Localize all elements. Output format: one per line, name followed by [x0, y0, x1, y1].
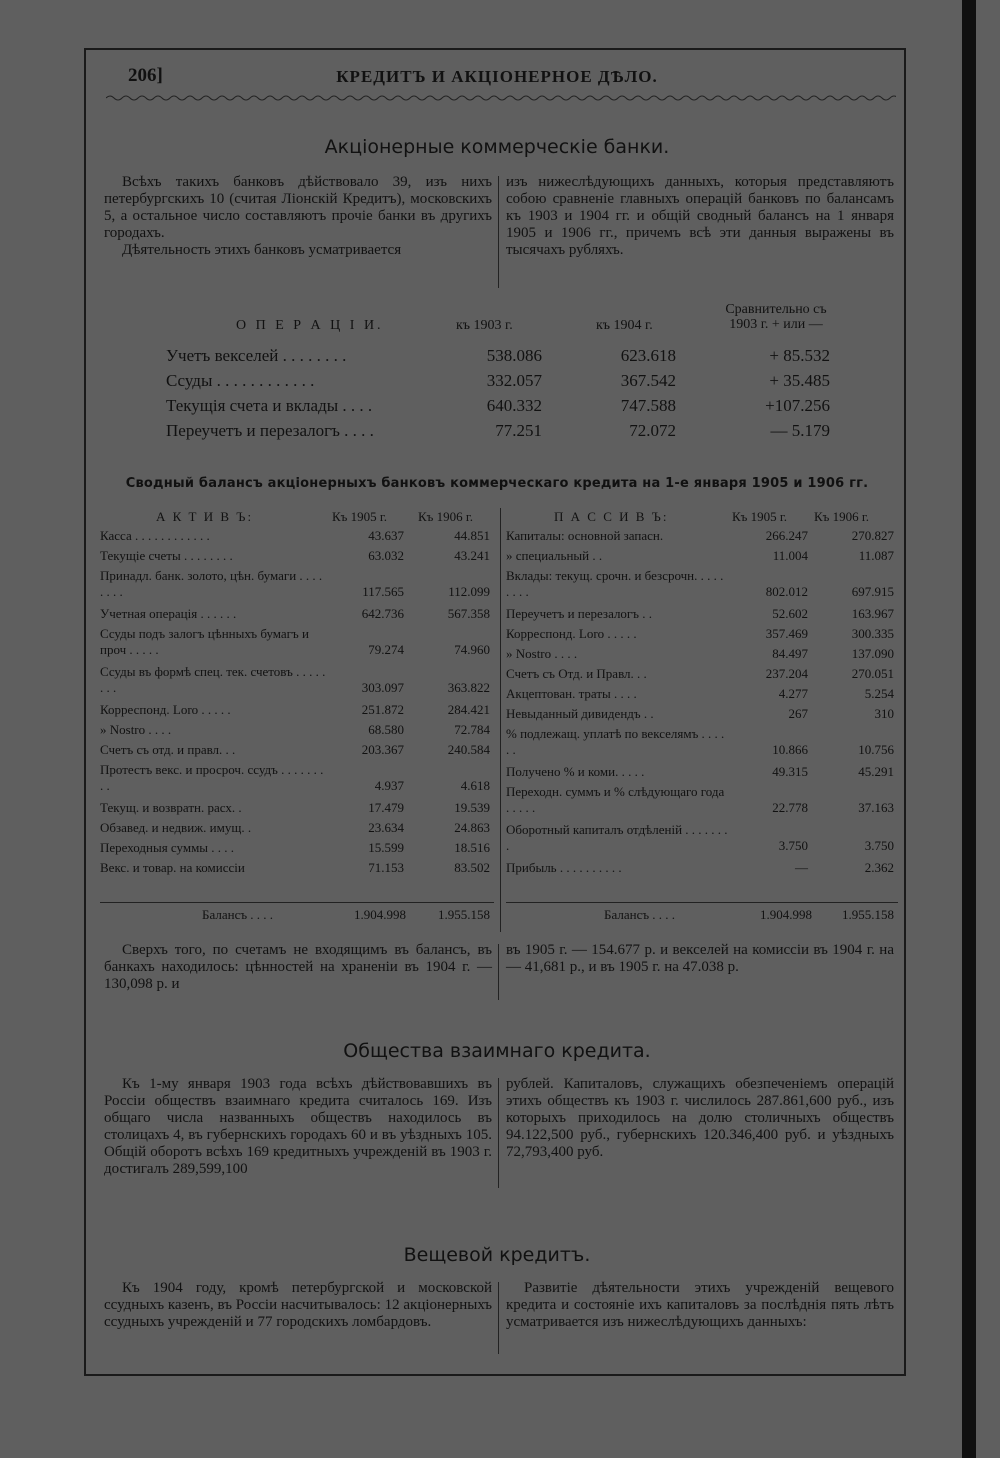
balance-active-row-1906: 43.241 [454, 548, 490, 563]
balance-passive-row-1906: 2.362 [864, 860, 894, 875]
balance-active-row-label: Счетъ съ отд. и правл. . . [100, 742, 236, 757]
operations-row-diff: — 5.179 [770, 421, 830, 440]
balance-active-row-1906: 4.618 [460, 778, 490, 793]
balance-active-column [100, 508, 498, 928]
operations-table [86, 300, 908, 450]
balance-passive-row-label: Прибыль . . . . . . . . . . [506, 860, 622, 875]
balance-passive-row-1905: 22.778 [772, 800, 808, 815]
operations-row-diff: +107.256 [765, 396, 830, 415]
balance-passive-row-1905: 357.469 [765, 626, 808, 641]
section2-right-column [506, 1076, 894, 1161]
section1-right-paragraph: изъ нижеслѣдующихъ данныхъ, которыя представляютъ собою сравненiе главныхъ операцiй банковъ по балансамъ къ 1903 и 1904 гг. и общiй сводный балансъ на 1 января 1905 и 1906 гг., причемъ всѣ эти данныя выражены въ тысячахъ рубляхъ. [506, 174, 894, 258]
passive-total-1905: 1.904.998 [760, 907, 812, 922]
balance-passive-row-1906: 37.163 [858, 800, 894, 815]
balance-passive-row-label: Переучетъ и перезалогъ . . [506, 606, 652, 621]
passive-total-1906: 1.955.158 [842, 907, 894, 922]
operations-row-label: Ссуды . . . . . . . . . . . . [166, 371, 315, 390]
balance-passive-row-1905: 10.866 [772, 742, 808, 757]
balance-passive-row-1905: 3.750 [778, 838, 808, 853]
balance-passive-row-label: » специальный . . [506, 548, 603, 563]
section1-left-paragraph-1: Всѣхъ такихъ банковъ дѣйствовало 39, изъ нихъ петербургскихъ 10 (считая Лiонскiй Кредитъ), московскихъ 5, а остальное число составляютъ прочiе банки въ другихъ городахъ. [104, 174, 492, 241]
active-total-label: Балансъ . . . . [202, 907, 274, 922]
active-col-1905: Къ 1905 г. [332, 509, 388, 524]
balance-active-row-1906: 19.539 [454, 800, 490, 815]
balance-active-row-1906: 74.960 [454, 642, 490, 657]
balance-passive-row-1905: 4.277 [778, 686, 808, 701]
operations-row-diff: + 85.532 [769, 346, 830, 365]
balance-active-row-1905: 71.153 [368, 860, 404, 875]
balance-active-row-label: Переходныя суммы . . . . [100, 840, 235, 855]
balance-column-divider [500, 508, 501, 932]
passive-total-label: Балансъ . . . . [604, 907, 676, 922]
operations-row-label: Текущiя счета и вклады . . . . [166, 396, 373, 415]
section2-right-text: рублей. Капиталовъ, служащихъ обезпеченiемъ операцiй этихъ обществъ къ 1903 г. числилось 287.861,600 руб., изъ которыхъ приходилось на долю столичныхъ обществъ 94.122,500 руб., губернскихъ 120.346,400 руб. и уѣздныхъ 72,793,400 руб. [506, 1076, 894, 1160]
balance-passive-row-label: Счетъ съ Отд. и Правл. . . [506, 666, 647, 681]
book-spine-edge [962, 0, 976, 1458]
balance-passive-row-1905: 802.012 [765, 584, 808, 599]
balance-passive-row-label: Оборотный капиталъ отдѣленiй . . . . . . . . [506, 822, 728, 853]
balance-passive-row-1905: 52.602 [772, 606, 808, 621]
operations-header-1903: къ 1903 г. [456, 318, 513, 333]
balance-active-row-label: Учетная операцiя . . . . . . [100, 606, 237, 621]
balance-title: Сводный балансъ акцiонерныхъ банковъ коммерческаго кредита на 1-е января 1905 и 1906 гг. [125, 476, 869, 491]
passive-col-1906: Къ 1906 г. [814, 509, 870, 524]
section3-left-text: Къ 1904 году, кромѣ петербургской и московской ссудныхъ казенъ, въ Россiи насчитывалось: 12 акцiонерныхъ ссудныхъ учрежденiй и 77 городскихъ ломбардовъ. [104, 1280, 492, 1330]
operations-row-label: Учетъ векселей . . . . . . . . [166, 346, 347, 365]
balance-passive-row-label: Переходн. суммъ и % слѣдующаго года . . . . . [506, 784, 725, 815]
section2-left-text: Къ 1-му января 1903 года всѣхъ дѣйствовавшихъ въ Россiи обществъ взаимнаго кредита считалось 169. Изъ общаго числа названныхъ обществъ находилось въ столицахъ 4, въ губернскихъ городахъ 60 и въ уѣздныхъ 105. Общiй оборотъ всѣхъ 169 кредитныхъ учрежденiй въ 1903 г. достигалъ 289,599,100 [104, 1076, 492, 1177]
balance-active-row-label: Текущ. и возвратн. расх. . [100, 800, 242, 815]
section-title-joint-stock-banks: Акцiонерные коммерческiе банки. [324, 136, 670, 158]
balance-active-row-1905: 117.565 [362, 584, 404, 599]
balance-passive-row-1905: 267 [788, 706, 808, 721]
balance-passive-row-1905: 266.247 [765, 528, 808, 543]
operations-row-diff: + 35.485 [769, 371, 830, 390]
balance-active-row-label: Текущiе счеты . . . . . . . . [100, 548, 233, 563]
balance-active-row-1905: 4.937 [374, 778, 404, 793]
balance-passive-row-1905: 237.204 [765, 666, 808, 681]
passive-col-1905: Къ 1905 г. [732, 509, 788, 524]
balance-passive-row-label: Получено % и коми. . . . . [506, 764, 645, 779]
balance-active-row-label: Принадл. банк. золото, цѣн. бумаги . . . . . . . . [100, 568, 323, 599]
section2-left-column [104, 1076, 492, 1178]
balance-active-row-1905: 203.367 [361, 742, 404, 757]
balance-active-row-label: Ссуды въ формѣ спец. тек. счетовъ . . . . . . . . [100, 664, 326, 695]
balance-active-row-label: Касса . . . . . . . . . . . . [100, 528, 210, 543]
after-balance-left-text: Сверхъ того, по счетамъ не входящимъ въ балансъ, въ банкахъ находилось: цѣнностей на храненiи въ 1904 г. — 130,098 р. и [104, 942, 492, 992]
balance-passive-row-1906: 300.335 [851, 626, 894, 641]
balance-passive-row-label: % подлежащ. уплатѣ по векселямъ . . . . . . [506, 726, 725, 757]
balance-passive-row-1906: 5.254 [864, 686, 894, 701]
balance-active-row-1906: 363.822 [447, 680, 490, 695]
section1-right-column [506, 174, 894, 259]
active-total-1906: 1.955.158 [438, 907, 490, 922]
balance-active-row-1906: 284.421 [447, 702, 490, 717]
balance-passive-row-1905: 49.315 [772, 764, 808, 779]
balance-active-row-1906: 567.358 [447, 606, 490, 621]
book-page [84, 48, 906, 1376]
operations-row-1903: 332.057 [486, 371, 542, 390]
balance-active-row-1905: 79.274 [368, 642, 404, 657]
section3-left-column [104, 1280, 492, 1331]
operations-row-1903: 538.086 [486, 346, 542, 365]
balance-active-row-label: Обзавед. и недвиж. имущ. . [100, 820, 252, 835]
balance-passive-row-1905: 84.497 [772, 646, 808, 661]
balance-active-row-label: Векс. и товар. на комиссiи [100, 860, 245, 875]
balance-passive-row-label: » Nostro . . . . [506, 646, 578, 661]
balance-active-row-1905: 303.097 [361, 680, 404, 695]
operations-row-1904: 747.588 [620, 396, 676, 415]
column-divider [498, 944, 499, 1000]
operations-header-compare: Сравнительно съ 1903 г. + или — [725, 302, 827, 332]
balance-passive-row-1906: 10.756 [858, 742, 894, 757]
balance-active-row-1906: 112.099 [448, 584, 490, 599]
after-balance-right [506, 942, 894, 976]
balance-active-row-1905: 63.032 [368, 548, 404, 563]
balance-active-row-label: Протестъ векс. и просроч. ссудъ . . . . . . . . . [100, 762, 324, 793]
balance-active-row-1905: 68.580 [368, 722, 404, 737]
operations-row-label: Переучетъ и перезалогъ . . . . [166, 421, 374, 440]
section3-right-column [506, 1280, 894, 1331]
balance-active-row-label: Корреспонд. Loro . . . . . [100, 702, 231, 717]
section1-left-column [104, 174, 492, 259]
section3-right-text: Развитiе дѣятельности этихъ учрежденiй вещевого кредита и состоянiе ихъ капиталовъ за послѣднiя пять лѣтъ усматривается изъ нижеслѣдующихъ данныхъ: [506, 1280, 894, 1330]
balance-passive-row-1905: — [795, 860, 808, 875]
balance-active-row-1906: 83.502 [454, 860, 490, 875]
column-divider [498, 1078, 499, 1188]
balance-passive-row-label: Капиталы: основной запасн. [506, 528, 664, 543]
passive-header: П А С С И В Ъ: [554, 509, 669, 524]
balance-passive-row-label: Вклады: текущ. срочн. и безсрочн. . . . . . . . . [506, 568, 724, 599]
operations-header-1904: къ 1904 г. [596, 318, 653, 333]
balance-active-row-1906: 24.863 [454, 820, 490, 835]
operations-row-1904: 367.542 [620, 371, 676, 390]
active-total-1905: 1.904.998 [354, 907, 406, 922]
active-header: А К Т И В Ъ: [156, 509, 254, 524]
active-col-1906: Къ 1906 г. [418, 509, 474, 524]
operations-row-1903: 77.251 [495, 421, 542, 440]
balance-passive-row-1906: 137.090 [851, 646, 894, 661]
balance-passive-row-label: Невыданный дивидендъ . . [506, 706, 654, 721]
balance-active-row-label: » Nostro . . . . [100, 722, 172, 737]
operations-row-1904: 72.072 [629, 421, 676, 440]
balance-active-row-label: Ссуды подъ залогъ цѣнныхъ бумагъ и проч . . . . . [100, 626, 309, 657]
section1-left-paragraph-2: Дѣятельность этихъ банковъ усматривается [122, 242, 402, 258]
operations-row-1904: 623.618 [620, 346, 676, 365]
balance-active-row-1905: 23.634 [368, 820, 404, 835]
running-title: КРЕДИТЪ И АКЦIОНЕРНОЕ ДѢЛО. [336, 67, 658, 86]
balance-passive-row-label: Корреспонд. Loro . . . . . [506, 626, 637, 641]
balance-active-row-1905: 43.637 [368, 528, 404, 543]
balance-active-row-1905: 642.736 [361, 606, 404, 621]
balance-passive-column [506, 508, 898, 928]
balance-passive-row-label: Акцептован. траты . . . . [506, 686, 637, 701]
active-total-rule [100, 902, 494, 903]
operations-header-label: О П Е Р А Ц I И. [236, 318, 384, 333]
balance-active-row-1905: 15.599 [368, 840, 404, 855]
section-title-mutual-credit: Общества взаимнаго кредита. [343, 1040, 651, 1062]
balance-passive-row-1906: 310 [874, 706, 894, 721]
balance-passive-row-1906: 3.750 [864, 838, 894, 853]
balance-passive-row-1906: 270.051 [851, 666, 894, 681]
balance-passive-row-1905: 11.004 [772, 548, 808, 563]
balance-active-row-1906: 72.784 [454, 722, 490, 737]
balance-passive-row-1906: 11.087 [858, 548, 894, 563]
after-balance-right-text: въ 1905 г. — 154.677 р. и векселей на комиссiи въ 1904 г. на — 41,681 р., и въ 1905 г. на 47.038 р. [506, 942, 894, 975]
balance-active-row-1906: 240.584 [447, 742, 490, 757]
balance-active-row-1905: 17.479 [368, 800, 404, 815]
balance-active-row-1906: 18.516 [454, 840, 490, 855]
balance-passive-row-1906: 697.915 [851, 584, 894, 599]
balance-passive-row-1906: 163.967 [851, 606, 894, 621]
balance-passive-row-1906: 270.827 [851, 528, 894, 543]
page-number: 206] [128, 65, 163, 86]
column-divider [498, 1282, 499, 1354]
section-title-pawn-credit: Вещевой кредитъ. [403, 1244, 591, 1266]
balance-active-row-1905: 251.872 [361, 702, 404, 717]
column-divider [498, 176, 499, 288]
balance-active-row-1906: 44.851 [454, 528, 490, 543]
operations-row-1903: 640.332 [486, 396, 542, 415]
balance-passive-row-1906: 45.291 [858, 764, 894, 779]
after-balance-left [104, 942, 492, 993]
wavy-rule [106, 92, 896, 104]
passive-total-rule [506, 902, 898, 903]
